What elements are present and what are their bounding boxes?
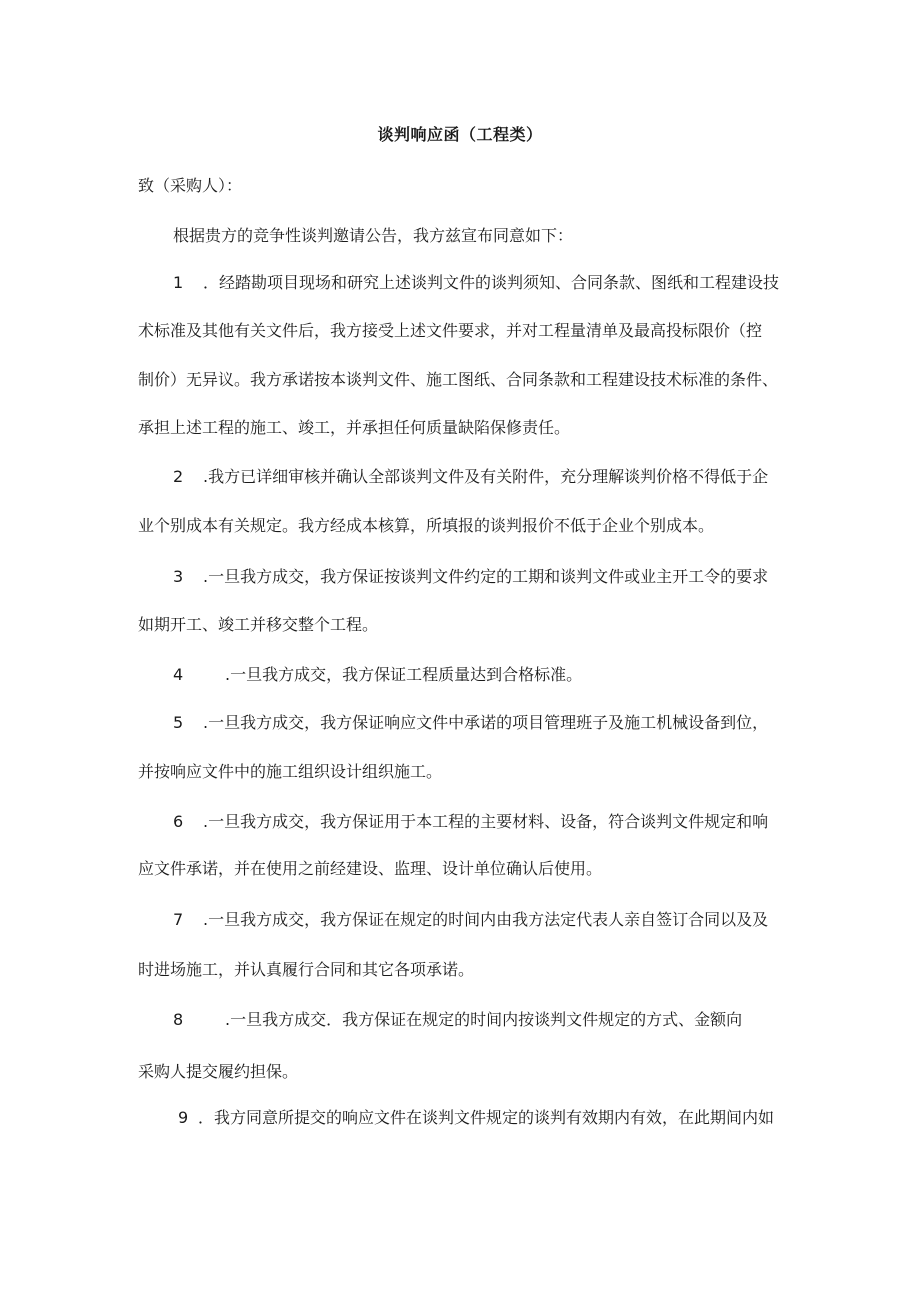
list-item-1-line-2: 术标准及其他有关文件后，我方接受上述文件要求，并对工程量清单及最高投标限价（控 (138, 321, 763, 340)
list-item-6-first-line: 6 .一旦我方成交，我方保证用于本工程的主要材料、设备，符合谈判文件规定和响 (173, 810, 768, 834)
list-item-number: 8 (173, 1010, 184, 1029)
list-item-4-first-line: 4 .一旦我方成交，我方保证工程质量达到合格标准。 (173, 663, 582, 687)
list-item-5-first-line: 5 .一旦我方成交，我方保证响应文件中承诺的项目管理班子及施工机械设备到位， (173, 711, 768, 735)
document-title: 谈判响应函（工程类） (377, 125, 543, 144)
list-item-3-first-line: 3 .一旦我方成交，我方保证按谈判文件约定的工期和谈判文件或业主开工令的要求 (173, 565, 768, 589)
list-item-9-first-line: 9 ．我方同意所提交的响应文件在谈判文件规定的谈判有效期内有效，在此期间内如 (178, 1106, 774, 1130)
list-item-2-first-line: 2 .我方已详细审核并确认全部谈判文件及有关附件，充分理解谈判价格不得低于企 (173, 465, 768, 489)
list-item-number: 6 (173, 812, 184, 831)
intro-paragraph: 根据贵方的竞争性谈判邀请公告，我方兹宣布同意如下： (173, 226, 574, 245)
list-item-5-line-2: 并按响应文件中的施工组织设计组织施工。 (138, 762, 443, 781)
list-item-1-line-4: 承担上述工程的施工、竣工，并承担任何质量缺陷保修责任。 (138, 418, 571, 437)
list-item-8-first-line: 8 .一旦我方成交．我方保证在规定的时间内按谈判文件规定的方式、金额向 (173, 1008, 742, 1032)
list-item-number: 2 (173, 467, 184, 486)
list-item-3-line-2: 如期开工、竣工并移交整个工程。 (138, 615, 379, 634)
list-item-number: 9 (178, 1108, 189, 1127)
salutation: 致（采购人）： (138, 176, 243, 195)
list-item-1-line-3: 制价）无异议。我方承诺按本谈判文件、施工图纸、合同条款和工程建设技术标准的条件、 (138, 370, 779, 389)
list-item-number: 1 (173, 273, 184, 292)
list-item-7-line-2: 时进场施工，并认真履行合同和其它各项承诺。 (138, 960, 475, 979)
list-item-1-first-line: 1 ．经踏勘项目现场和研究上述谈判文件的谈判须知、合同条款、图纸和工程建设技 (173, 271, 779, 295)
list-item-8-line-2: 采购人提交履约担保。 (138, 1062, 299, 1081)
list-item-number: 5 (173, 713, 184, 732)
list-item-number: 7 (173, 910, 184, 929)
list-item-number: 3 (173, 567, 184, 586)
list-item-number: 4 (173, 665, 184, 684)
list-item-6-line-2: 应文件承诺，并在使用之前经建设、监理、设计单位确认后使用。 (138, 859, 603, 878)
list-item-7-first-line: 7 .一旦我方成交，我方保证在规定的时间内由我方法定代表人亲自签订合同以及及 (173, 908, 768, 932)
list-item-2-line-2: 业个别成本有关规定。我方经成本核算，所填报的谈判报价不低于企业个别成本。 (138, 516, 715, 535)
